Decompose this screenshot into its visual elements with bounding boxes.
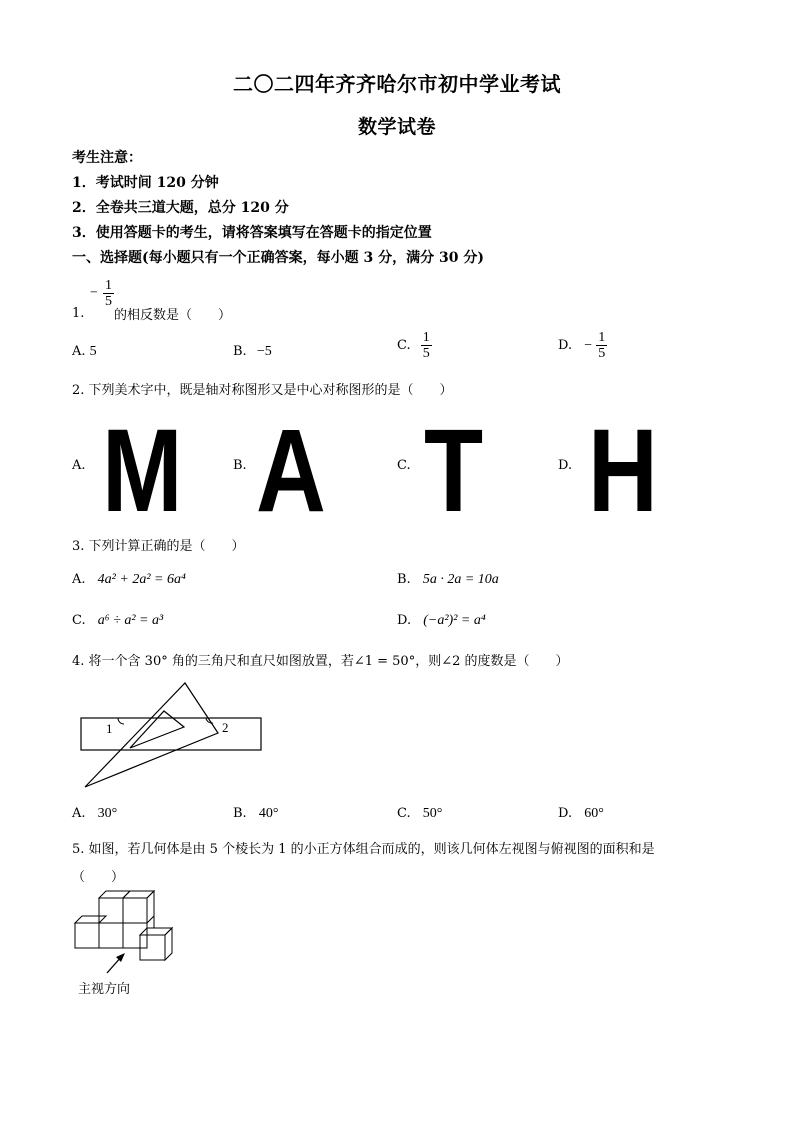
q5-stem-cont: （ ） [72, 870, 125, 885]
q2-option-b-glyph[interactable]: A [256, 405, 326, 537]
option-value: 4a² + 2a² = 6a⁴ [97, 572, 186, 587]
option-label: B. [397, 572, 411, 587]
notice-item-2: 2．全卷共三道大题，总分 120 分 [72, 200, 289, 216]
q1-option-a[interactable] [72, 344, 97, 360]
frac-num: 1 [598, 330, 606, 345]
option-value: 50° [422, 806, 443, 821]
notice-heading: 考生注意： [72, 150, 142, 166]
option-value: 5 [89, 344, 97, 359]
q4-option-a[interactable] [72, 806, 117, 822]
q2-option-c-label: C. [397, 458, 411, 473]
q1-frac [103, 278, 114, 309]
option-value: a⁶ ÷ a² = a³ [97, 613, 164, 628]
option-value: 30° [97, 806, 118, 821]
frac-den: 5 [422, 346, 430, 361]
q5-figure-caption: 主视方向 [78, 982, 131, 997]
q1-frac-den: 5 [105, 294, 112, 309]
option-label: C. [72, 613, 86, 628]
triangle-inner [130, 711, 184, 748]
q3-option-c[interactable] [72, 613, 163, 629]
q1-number: 1. [72, 306, 85, 321]
option-label: A. [72, 806, 86, 821]
q1-option-b[interactable] [233, 344, 272, 360]
q1-frac-num: 1 [105, 278, 112, 293]
notice-item-3: 3．使用答题卡的考生，请将答案填写在答题卡的指定位置 [72, 225, 432, 241]
ruler-triangle-figure [70, 675, 280, 795]
triangle-outer [85, 683, 218, 787]
option-label: D. [558, 806, 573, 821]
option-label: B. [233, 344, 247, 359]
q2-option-c-glyph[interactable]: T [424, 405, 484, 537]
cube-drawing [75, 891, 172, 960]
option-value: 60° [584, 806, 604, 821]
q3-stem: 3. 下列计算正确的是（ ） [72, 539, 245, 554]
angle1-arc [118, 718, 124, 724]
q3-option-a[interactable] [72, 572, 186, 588]
option-value: (−a²)² = a⁴ [423, 613, 486, 628]
q4-option-b[interactable] [233, 806, 278, 822]
section-heading: 一、选择题(每小题只有一个正确答案，每小题 3 分，满分 30 分) [72, 250, 484, 266]
q1-stem: 的相反数是（ ） [114, 308, 232, 323]
frac-sign: − [584, 337, 593, 353]
q3-option-b[interactable] [397, 572, 499, 588]
q1-frac-sign: − [90, 285, 98, 301]
q3-option-d[interactable] [397, 613, 486, 629]
q4-stem: 4. 将一个含 30° 角的三角尺和直尺如图放置，若∠1 = 50°，则∠2 的度数是（ ） [72, 654, 569, 669]
option-value: 5a · 2a = 10a [422, 572, 499, 587]
q1-option-c[interactable] [397, 330, 432, 361]
q4-option-d[interactable] [558, 806, 604, 822]
option-label: D. [558, 338, 573, 353]
q1-option-d[interactable] [558, 330, 607, 361]
q4-option-c[interactable] [397, 806, 442, 822]
option-fraction [421, 330, 432, 361]
frac-den: 5 [598, 346, 606, 361]
q2-stem: 2. 下列美术字中，既是轴对称图形又是中心对称图形的是（ ） [72, 383, 453, 398]
q5-stem: 5. 如图，若几何体是由 5 个棱长为 1 的小正方体组合而成的，则该几何体左视图与俯视图的面积和是 [72, 842, 655, 857]
angle2-label: 2 [222, 720, 229, 735]
option-label: A. [72, 344, 86, 359]
page-subtitle: 数学试卷 [357, 116, 436, 138]
option-label: C. [397, 806, 411, 821]
angle1-label: 1 [106, 721, 113, 736]
q1-fraction [90, 278, 114, 309]
option-fraction [596, 330, 607, 361]
q2-option-a-glyph[interactable]: M [102, 405, 183, 537]
notice-item-1: 1．考试时间 120 分钟 [72, 175, 219, 191]
q2-option-a-label: A. [72, 458, 86, 473]
q2-option-b-label: B. [233, 458, 247, 473]
option-value: 40° [258, 806, 279, 821]
option-label: B. [233, 806, 247, 821]
q2-option-d-glyph[interactable]: H [588, 405, 658, 537]
q2-option-d-label: D. [558, 458, 573, 473]
option-label: A. [72, 572, 86, 587]
page-title: 二〇二四年齐齐哈尔市初中学业考试 [233, 72, 561, 96]
frac-num: 1 [422, 330, 430, 345]
option-label: D. [397, 613, 412, 628]
option-value: −5 [256, 344, 272, 359]
option-label: C. [397, 338, 411, 353]
